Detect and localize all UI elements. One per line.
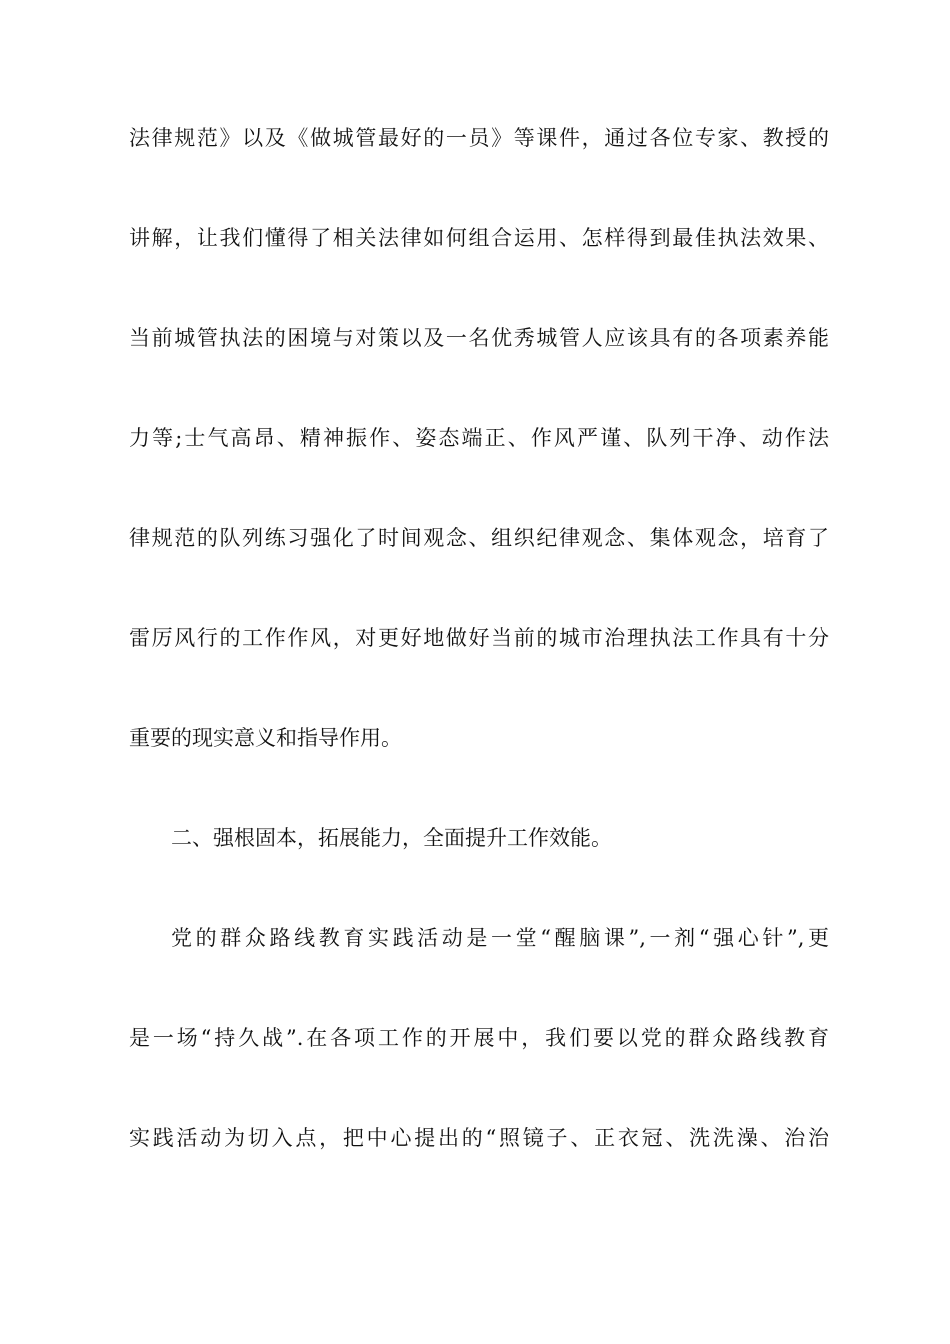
text-line-11: 实践活动为切入点，把中心提出的“照镜子、正衣冠、洗洗澡、治治 [129, 1126, 829, 1150]
text-line-7: 重要的现实意义和指导作用。 [129, 726, 402, 750]
section-heading: 二、强根固本，拓展能力，全面提升工作效能。 [171, 826, 612, 850]
text-line-5: 律规范的队列练习强化了时间观念、组织纪律观念、集体观念，培育了 [129, 526, 829, 550]
text-line-2: 讲解，让我们懂得了相关法律如何组合运用、怎样得到最佳执法效果、 [129, 226, 829, 250]
text-line-1: 法律规范》以及《做城管最好的一员》等课件，通过各位专家、教授的 [129, 126, 829, 150]
text-line-10: 是一场“持久战”.在各项工作的开展中，我们要以党的群众路线教育 [129, 1026, 829, 1050]
text-line-3: 当前城管执法的困境与对策以及一名优秀城管人应该具有的各项素养能 [129, 326, 829, 350]
text-line-6: 雷厉风行的工作作风，对更好地做好当前的城市治理执法工作具有十分 [129, 626, 829, 650]
text-line-9: 党的群众路线教育实践活动是一堂“醒脑课”,一剂“强心针”,更 [171, 926, 829, 950]
text-line-4: 力等;士气高昂、精神振作、姿态端正、作风严谨、队列干净、动作法 [129, 426, 829, 450]
